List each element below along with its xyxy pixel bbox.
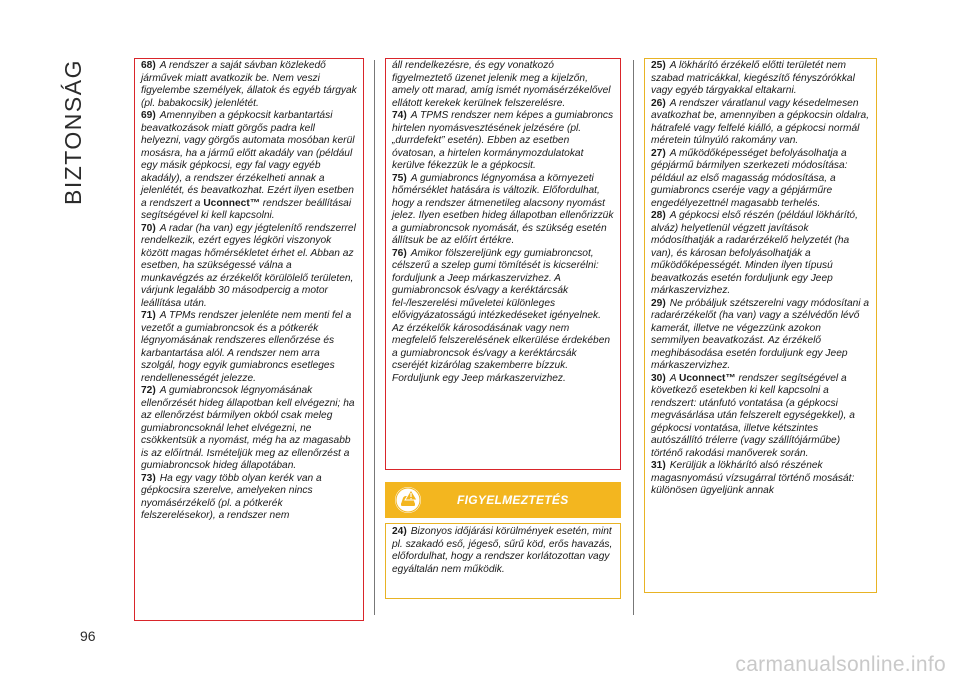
note-text: Ha egy vagy több olyan kerék van a gépkocsira szerelve, amelyeken nincs nyomásérzékelő (pl. a pótkerék felszerelésekor), a rendszer nem xyxy=(141,472,322,521)
car-warning-icon xyxy=(395,487,421,513)
notes-column-2 xyxy=(385,58,621,470)
note-number: 75) xyxy=(392,172,407,184)
warning-header xyxy=(385,482,621,518)
note-paragraph xyxy=(141,223,357,311)
note-number: 29) xyxy=(651,297,666,309)
note-number: 27) xyxy=(651,147,666,159)
warning-box xyxy=(385,523,621,599)
note-paragraph xyxy=(651,373,870,461)
note-text: A TPMS rendszer nem képes a gumiabroncs hirtelen nyomásvesztésének jelzésére (pl. „durrdefekt” esetén). Ebben az esetben óvatosan, a hirtelen kormánymozdulatokat kerülve fékezzük le a gépkocsit. xyxy=(392,110,614,171)
brand-name: Uconnect™ xyxy=(203,197,260,209)
note-number: 72) xyxy=(141,385,156,396)
note-paragraph xyxy=(651,460,870,498)
note-paragraph xyxy=(141,310,357,385)
note-text: A radar (ha van) egy jégtelenítő rendszerrel rendelkezik, ezért egyes légköri viszonyok között magas hőmérsékletet érhet el. Abban az esetben, ha szükségessé válna a munkavégzés az érzékelőt körülölelő területen, várjunk legalább 30 másodpercig a motor leállítása után. xyxy=(141,222,356,309)
note-text: A rendszer a saját sávban közlekedő járművek miatt avatkozik be. Nem veszi figyelembe személyek, állatok és egyéb tárgyak (pl. babakocsik) jelenlétét. xyxy=(141,60,357,109)
note-text: A gumiabroncs légnyomása a környezeti hőmérséklet hatására is változik. Előfordulhat, hogy a rendszer átmenetileg alacsony nyomást jelez. Ilyen esetben hideg állapotban ellenőrizzük a gumiabroncsok nyomását, és szükség esetén állítsuk be az előírt értékre. xyxy=(392,172,614,246)
brand-name: Uconnect™ xyxy=(679,372,736,384)
note-number: 73) xyxy=(141,472,156,484)
note-number: 24) xyxy=(392,526,407,537)
note-text: Ne próbáljuk szétszerelni vagy módosítani a radarérzékelőt (ha van) vagy a szélvédőn lévő kamerát, illetve ne végezzünk azokon semmilyen beavatkozást. Az érzékelő meghibásodása esetén forduljunk egy Jeep márkaszervizhez. xyxy=(651,297,870,371)
note-paragraph xyxy=(651,60,870,98)
note-text: A lökhárító érzékelő előtti területét nem szabad matricákkal, kiegészítő fényszórókkal vagy egyéb tárgyakkal eltakarni. xyxy=(651,60,855,96)
note-text: Amikor fölszereljünk egy gumiabroncsot, célszerű a szelep gumi tömítését is kicserélni: forduljunk a Jeep márkaszervizhez. A gumiabroncsok és/vagy a keréktárcsák fel-/leszerelési műveletei különleges elővigyázatosságú intézkedéseket igényelnek. Az érzékelők károsodásának vagy nem megfelelő felszerelésének elkerülése érdekében a gumiabroncsok és/vagy a keréktárcsák cseréjét kizárólag szakemberre bízzuk. Forduljunk egy Jeep márkaszervizhez. xyxy=(392,247,611,384)
column-divider xyxy=(633,60,634,615)
note-text: Kerüljük a lökhárító alsó részének magasnyomású vízsugárral történő mosását: különösen ügyeljünk annak xyxy=(651,460,855,496)
note-text: Amennyiben a gépkocsit karbantartási beavatkozások miatt görgős padra kell helyezni, vagy görgős automata mosóban kerül mosásra, ha a jármű előtt akadály van (például egy másik gépkocsi, egy fal vagy egyéb akadály), a rendszer érzékelheti annak a jelenlétét, és beavatkozhat. Ezért ilyen esetben a rendszert a xyxy=(141,110,355,209)
note-number: 26) xyxy=(651,97,666,109)
note-paragraph xyxy=(141,60,357,110)
note-number: 68) xyxy=(141,60,156,71)
note-paragraph xyxy=(651,298,870,373)
note-paragraph xyxy=(141,385,357,473)
note-text: A rendszer váratlanul vagy késedelmesen avatkozhat be, amennyiben a gépkocsin oldalra, hátrafelé vagy felfelé kiálló, a gépkocsi normál méretein túlnyúló rakomány van. xyxy=(651,97,870,146)
note-number: 28) xyxy=(651,210,666,221)
note-number: 25) xyxy=(651,60,666,71)
note-text: rendszer beállításai segítségével ki kell kapcsolni. xyxy=(141,197,352,221)
note-paragraph xyxy=(392,248,614,386)
note-number: 76) xyxy=(392,247,407,259)
note-paragraph xyxy=(651,148,870,211)
note-number: 69) xyxy=(141,110,156,121)
note-number: 74) xyxy=(392,110,407,121)
note-paragraph xyxy=(392,110,614,173)
note-text: A xyxy=(669,372,677,384)
notes-column-3 xyxy=(644,58,877,593)
note-text: A gumiabroncsok légnyomásának ellenőrzését hideg állapotban kell elvégezni; ha az ellenőrzést bármilyen okból csak meleg gumiabroncsoknál lehet elvégezni, ne csökkentsük a nyomást, még ha az magasabb is az előírtnál. Ismételjük meg az ellenőrzést a gumiabroncsok hideg állapotában. xyxy=(141,385,355,471)
note-number: 70) xyxy=(141,222,156,234)
note-text: Bizonyos időjárási körülmények esetén, mint pl. szakadó eső, jégeső, sűrű köd, erős havazás, előfordulhat, hogy a rendszer korlátozottan vagy egyáltalán nem működik. xyxy=(392,526,613,575)
note-paragraph xyxy=(392,526,614,576)
warning-title: FIGYELMEZTETÉS xyxy=(457,493,569,507)
notes-column-1 xyxy=(134,58,364,621)
note-number: 31) xyxy=(651,460,666,471)
note-paragraph xyxy=(141,473,357,523)
note-text: A TPMs rendszer jelenléte nem menti fel a vezetőt a gumiabroncsok és a pótkerék légnyomásának rendszeres ellenőrzése és karbantartása alól. A rendszer nem arra szolgál, hogy egyik gumiabroncs esetleges rendellenességét jelezze. xyxy=(141,310,352,384)
note-paragraph xyxy=(392,173,614,248)
note-number: 30) xyxy=(651,372,666,384)
note-paragraph xyxy=(392,60,614,110)
note-text: A működőképességet befolyásolhatja a gépjármű bármilyen szerkezeti módosítása: például az első magasság módosítása, a gumiabroncs cseréje vagy a gépjárműre engedélyezettnél magasabb terhelés. xyxy=(651,147,848,209)
note-text: áll rendelkezésre, és egy vonatkozó figyelmeztető üzenet jelenik meg a kijelzőn, amely ott marad, amíg ismét nyomásérzékelővel ellátott kerekek kerülnek felszerelésre. xyxy=(392,60,611,109)
section-title: BIZTONSÁG xyxy=(60,59,86,205)
note-paragraph xyxy=(651,210,870,298)
note-text: A gépkocsi első részén (például lökhárító, alváz) helyetlenül végzett javítások módosíthatják a radarérzékelő helyzetét (ha van), és károsan befolyásolhatják a működőképességét. Minden ilyen típusú beavatkozás esetén forduljunk egy Jeep márkaszervizhez. xyxy=(651,210,858,296)
watermark: carmanualsonline.info xyxy=(735,653,946,676)
column-divider xyxy=(374,60,375,615)
note-number: 71) xyxy=(141,310,156,321)
note-paragraph xyxy=(141,110,357,223)
note-paragraph xyxy=(651,98,870,148)
note-text: rendszer segítségével a következő esetekben ki kell kapcsolni a rendszert: utánfutó vontatása (a gépkocsi megvásárlása után felszerelt egységekkel), a gépkocsi vontatása, illetve kétszintes autószállító trélerre (vagy szállítójárműbe) történő rakodási manőverek során. xyxy=(651,372,855,459)
page-number: 96 xyxy=(80,628,96,644)
